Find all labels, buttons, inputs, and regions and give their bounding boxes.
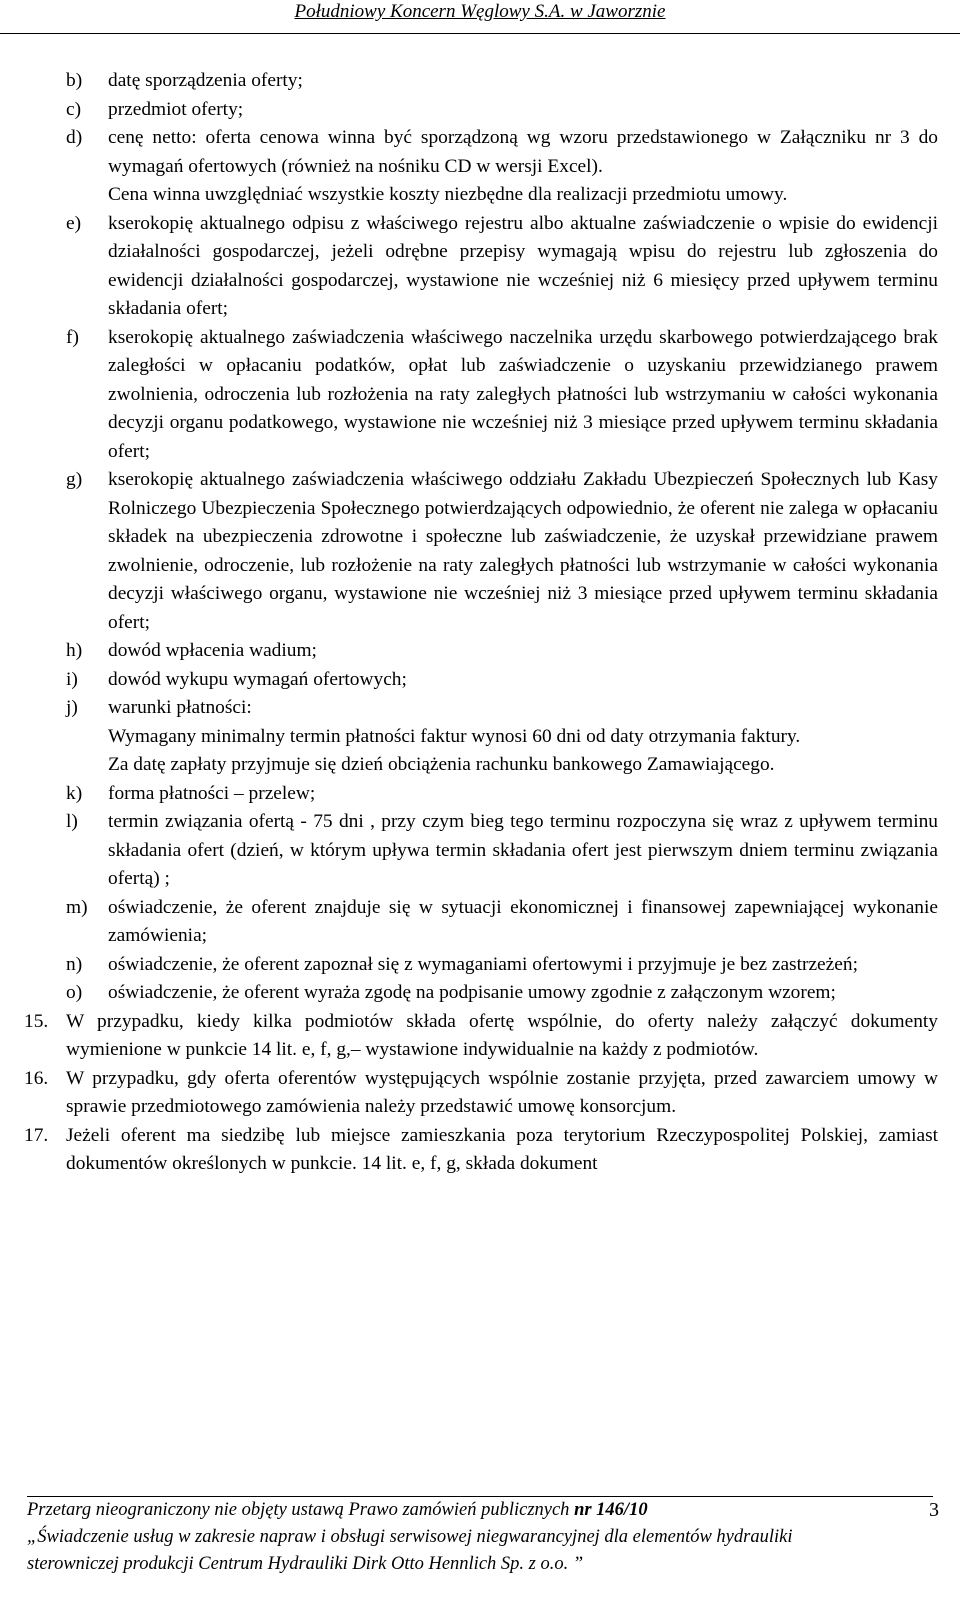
list-item	[66, 324, 938, 467]
footer-tender-ref: Przetarg nieograniczony nie objęty ustawą Prawo zamówień publicznych nr 146/10	[27, 1500, 648, 1520]
header-title: Południowy Koncern Węglowy S.A. w Jaworznie	[294, 1, 666, 22]
list-item	[66, 808, 938, 894]
lettered-list	[66, 67, 938, 1008]
numbered-item-label: 16.	[24, 1067, 49, 1089]
list-item-paragraph: kserokopię aktualnego odpisu z właściwego rejestru albo aktualne zaświadczenie o wpisie do ewidencji działalności gospodarczej, jeżeli odrębne przepisy wymagają wpisu do rejestru lub zgłoszenia do ewidencji działalności gospodarczej, wystawione nie wcześniej niż 6 miesięcy przed upływem terminu składania ofert;	[108, 212, 938, 319]
list-item-paragraph: Za datę zapłaty przyjmuje się dzień obciążenia rachunku bankowego Zamawiającego.	[108, 754, 775, 775]
list-item-label: j)	[66, 697, 78, 718]
list-item	[66, 894, 938, 951]
list-item-label: h)	[66, 640, 83, 661]
footer-line-2: „Świadczenie usług w zakresie napraw i obsługi serwisowej niegwarancyjnej dla elementów hydrauliki	[27, 1527, 793, 1547]
document-body	[24, 67, 938, 1179]
page-footer	[27, 1497, 939, 1578]
list-item	[66, 780, 938, 809]
list-item-paragraph: datę sporządzenia oferty;	[108, 70, 303, 91]
header-divider	[0, 33, 960, 34]
numbered-item-text: W przypadku, kiedy kilka podmiotów składa ofertę wspólnie, do oferty należy załączyć dokumenty wymienione w punkcie 14 lit. e, f, g,– wystawione indywidualnie na każdy z podmiotów.	[66, 1010, 938, 1060]
list-item-paragraph: Wymagany minimalny termin płatności faktur wynosi 60 dni od daty otrzymania faktury.	[108, 725, 801, 747]
list-item-label: g)	[66, 469, 83, 490]
list-item-paragraph: dowód wpłacenia wadium;	[108, 640, 317, 661]
page-header	[0, 0, 960, 24]
list-item-paragraph: oświadczenie, że oferent zapoznał się z wymaganiami ofertowymi i przyjmuje je bez zastrzeżeń;	[108, 953, 858, 975]
list-item	[66, 124, 938, 210]
list-item-label: m)	[66, 896, 88, 918]
list-item-paragraph: oświadczenie, że oferent wyraża zgodę na podpisanie umowy zgodnie z załączonym wzorem;	[108, 982, 836, 1003]
list-item	[66, 637, 938, 666]
list-item-label: c)	[66, 98, 82, 120]
list-item	[66, 466, 938, 637]
list-item-text	[108, 694, 938, 780]
list-item-text	[108, 808, 938, 894]
list-item-text	[108, 466, 938, 637]
list-item-text	[108, 666, 938, 695]
list-item-text	[108, 780, 938, 809]
list-item-text	[108, 637, 938, 666]
list-item-text	[108, 324, 938, 467]
numbered-item	[24, 1065, 938, 1122]
list-item-paragraph: warunki płatności:	[108, 697, 252, 718]
numbered-item-label: 15.	[24, 1010, 49, 1032]
numbered-list	[24, 1008, 938, 1179]
list-item	[66, 67, 938, 96]
footer-line-3: sterowniczej produkcji Centrum Hydrauliki Dirk Otto Hennlich Sp. z o.o. ”	[27, 1554, 584, 1574]
list-item-label: l)	[66, 811, 78, 832]
list-item-paragraph: forma płatności – przelew;	[108, 782, 316, 804]
list-item-text	[108, 979, 938, 1008]
list-item-paragraph: cenę netto: oferta cenowa winna być sporządzoną wg wzoru przedstawionego w Załączniku nr 3 do wymagań ofertowych (również na nośniku CD w wersji Excel).	[108, 127, 938, 177]
list-item	[66, 210, 938, 324]
list-item-text	[108, 96, 938, 125]
list-item	[66, 666, 938, 695]
footer-line-1	[27, 1497, 939, 1524]
list-item-label: o)	[66, 982, 83, 1003]
list-item	[66, 979, 938, 1008]
list-item-paragraph: termin związania ofertą - 75 dni , przy czym bieg tego terminu rozpoczyna się wraz z upływem terminu składania ofert (dzień, w którym upływa termin składania ofert jest pierwszym dniem terminu związania ofertą) ;	[108, 811, 938, 889]
list-item-text	[108, 210, 938, 324]
list-item-text	[108, 124, 938, 210]
page-number: 3	[929, 1499, 939, 1521]
list-item-label: d)	[66, 127, 83, 148]
numbered-item	[24, 1008, 938, 1065]
list-item-label: i)	[66, 668, 78, 690]
list-item	[66, 694, 938, 780]
list-item-paragraph: przedmiot oferty;	[108, 98, 244, 120]
list-item-paragraph: dowód wykupu wymagań ofertowych;	[108, 668, 407, 690]
list-item-label: e)	[66, 212, 82, 234]
numbered-item-text: W przypadku, gdy oferta oferentów występujących wspólnie zostanie przyjęta, przed zawarciem umowy w sprawie przedmiotowego zamówienia należy przedstawić umowę konsorcjum.	[66, 1067, 938, 1117]
list-item-label: b)	[66, 70, 83, 91]
list-item-label: k)	[66, 782, 83, 804]
numbered-item	[24, 1122, 938, 1179]
list-item-label: n)	[66, 953, 83, 975]
list-item-label: f)	[66, 326, 79, 348]
list-item	[66, 96, 938, 125]
list-item-paragraph: oświadczenie, że oferent znajduje się w sytuacji ekonomicznej i finansowej zapewniającej wykonanie zamówienia;	[108, 896, 938, 946]
list-item-text	[108, 67, 938, 96]
footer-tender-number: nr 146/10	[574, 1500, 648, 1520]
list-item-text	[108, 951, 938, 980]
list-item	[66, 951, 938, 980]
list-item-paragraph: kserokopię aktualnego zaświadczenia właściwego oddziału Zakładu Ubezpieczeń Społecznych lub Kasy Rolniczego Ubezpieczenia Społecznego potwierdzających odpowiednio, że oferent nie zalega w opłacaniu składek na ubezpieczenia zdrowotne i społeczne lub zaświadczenie, że uzyskał przewidziane prawem zwolnienie, odroczenie, lub rozłożenie na raty zaległych płatności lub wstrzymanie w całości wykonania decyzji właściwego organu, wystawione nie wcześniej niż 3 miesiące przed upływem terminu składania ofert;	[108, 469, 938, 633]
numbered-item-text: Jeżeli oferent ma siedzibę lub miejsce zamieszkania poza terytorium Rzeczypospolitej Polskiej, zamiast dokumentów określonych w punkcie. 14 lit. e, f, g, składa dokument	[66, 1124, 938, 1174]
list-item-paragraph: kserokopię aktualnego zaświadczenia właściwego naczelnika urzędu skarbowego potwierdzającego brak zaległości w opłacaniu podatków, opłat lub zaświadczenie o uzyskaniu przewidzianego prawem zwolnienia, odroczenia lub rozłożenia na raty zaległych płatności lub wstrzymaniu w całości wykonania decyzji organu podatkowego, wystawione nie wcześniej niż 3 miesiące przed upływem terminu składania ofert;	[108, 326, 938, 462]
list-item-text	[108, 894, 938, 951]
numbered-item-label: 17.	[24, 1124, 49, 1146]
list-item-paragraph: Cena winna uwzględniać wszystkie koszty niezbędne dla realizacji przedmiotu umowy.	[108, 184, 788, 205]
